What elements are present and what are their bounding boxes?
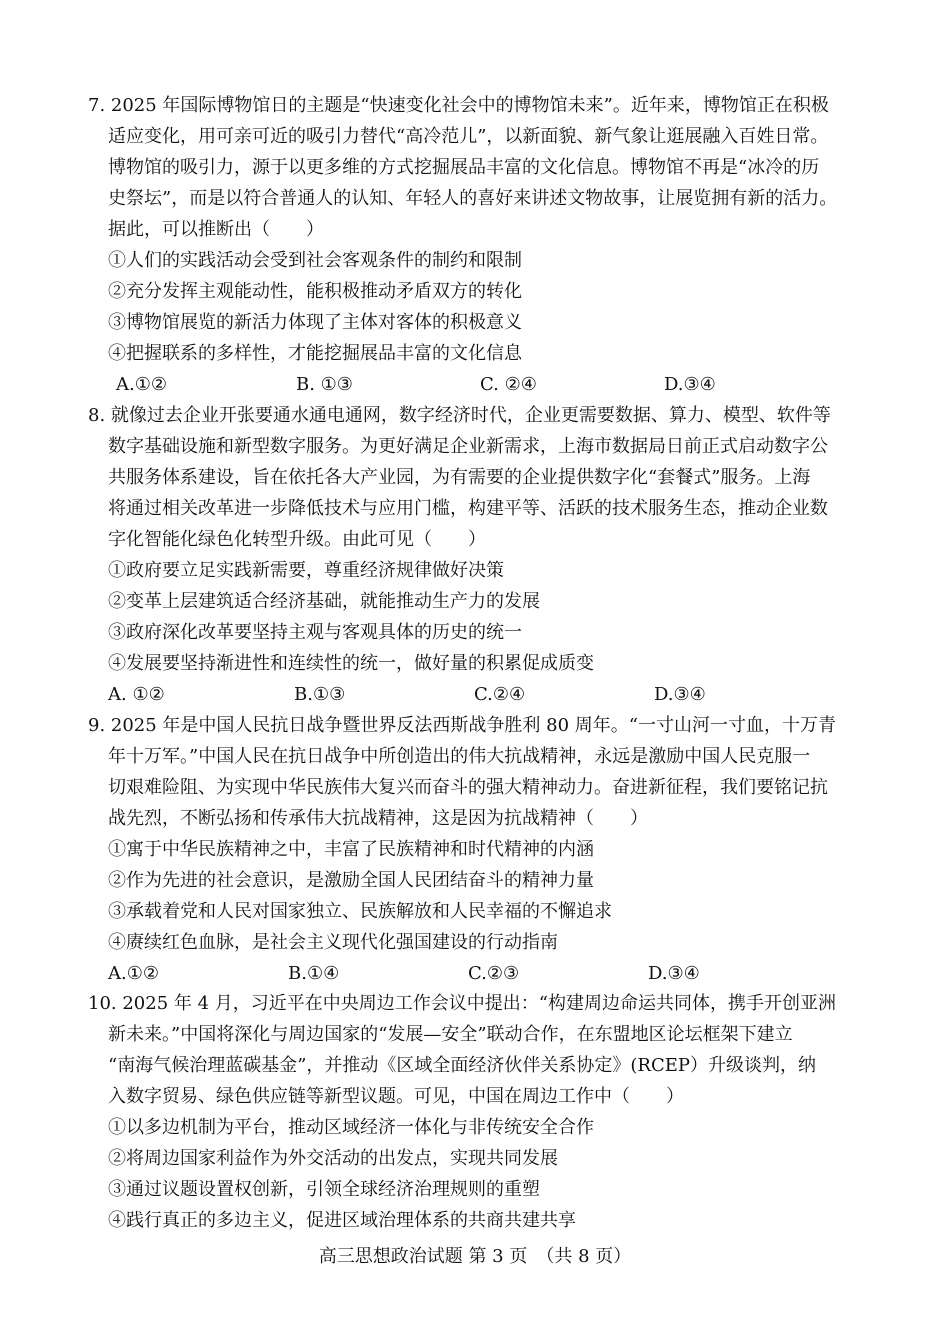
statement-option: ②变革上层建筑适合经济基础，就能推动生产力的发展 [108, 591, 540, 612]
statement-option: ①人们的实践活动会受到社会客观条件的制约和限制 [108, 250, 522, 271]
question-stem-line: 7. 2025 年国际博物馆日的主题是“快速变化社会中的博物馆未来”。近年来，博物馆正在积极 [88, 95, 829, 116]
statement-option: ④把握联系的多样性，才能挖掘展品丰富的文化信息 [108, 343, 522, 364]
statement-option: ②将周边国家利益作为外交活动的出发点，实现共同发展 [108, 1148, 558, 1169]
choice-d: D.③④ [648, 963, 700, 984]
choice-a: A.①② [108, 963, 159, 984]
question-9 [88, 710, 868, 989]
choice-b: B.①③ [294, 684, 346, 705]
question-stem-line: 据此，可以推断出（ ） [108, 219, 324, 240]
question-stem-line: 将通过相关改革进一步降低技术与应用门槛，构建平等、活跃的技术服务生态，推动企业数 [108, 498, 828, 519]
question-stem-line: 博物馆的吸引力，源于以更多维的方式挖掘展品丰富的文化信息。博物馆不再是“冰冷的历 [108, 157, 820, 178]
choice-c: C.②④ [474, 684, 526, 705]
choice-b: B. ①③ [296, 374, 353, 395]
statement-option: ①以多边机制为平台，推动区域经济一体化与非传统安全合作 [108, 1117, 594, 1138]
question-stem-line: 史祭坛”，而是以符合普通人的认知、年轻人的喜好来讲述文物故事，让展览拥有新的活力。 [108, 188, 838, 209]
statement-option: ①政府要立足实践新需要，尊重经济规律做好决策 [108, 560, 504, 581]
question-stem-line: 10. 2025 年 4 月，习近平在中央周边工作会议中提出：“构建周边命运共同体，携手开创亚洲 [88, 993, 836, 1014]
statement-option: ③承载着党和人民对国家独立、民族解放和人民幸福的不懈追求 [108, 901, 612, 922]
question-stem-line: 数字基础设施和新型数字服务。为更好满足企业新需求，上海市数据局日前正式启动数字公 [108, 436, 828, 457]
question-stem-line: 年十万军。”中国人民在抗日战争中所创造出的伟大抗战精神，永远是激励中国人民克服一 [108, 746, 811, 767]
page-footer: 高三思想政治试题 第 3 页 （共 8 页） [318, 1246, 632, 1267]
answer-choices [88, 369, 868, 400]
statement-option: ④发展要坚持渐进性和连续性的统一，做好量的积累促成质变 [108, 653, 594, 674]
question-stem-line: 9. 2025 年是中国人民抗日战争暨世界反法西斯战争胜利 80 周年。“一寸山河一寸血，十万青 [88, 715, 836, 736]
choice-c: C.②③ [468, 963, 520, 984]
statement-option: ②充分发挥主观能动性，能积极推动矛盾双方的转化 [108, 281, 522, 302]
statement-option: ④赓续红色血脉，是社会主义现代化强国建设的行动指南 [108, 932, 558, 953]
choice-a: A. ①② [108, 684, 165, 705]
choice-d: D.③④ [654, 684, 706, 705]
question-stem-line: 战先烈，不断弘扬和传承伟大抗战精神，这是因为抗战精神（ ） [108, 808, 648, 829]
statement-option: ④践行真正的多边主义，促进区域治理体系的共商共建共享 [108, 1210, 576, 1231]
answer-choices [88, 679, 868, 710]
statement-option: ①寓于中华民族精神之中，丰富了民族精神和时代精神的内涵 [108, 839, 594, 860]
statement-option: ②作为先进的社会意识，是激励全国人民团结奋斗的精神力量 [108, 870, 594, 891]
question-stem-line: 入数字贸易、绿色供应链等新型议题。可见，中国在周边工作中（ ） [108, 1086, 684, 1107]
question-10 [88, 988, 868, 1236]
question-stem-line: 共服务体系建设，旨在依托各大产业园，为有需要的企业提供数字化“套餐式”服务。上海 [108, 467, 811, 488]
question-stem-line: 新未来。”中国将深化与周边国家的“发展—安全”联动合作，在东盟地区论坛框架下建立 [108, 1024, 793, 1045]
statement-option: ③通过议题设置权创新，引领全球经济治理规则的重塑 [108, 1179, 540, 1200]
question-8 [88, 400, 868, 710]
choice-c: C. ②④ [480, 374, 537, 395]
question-stem-line: 适应变化，用可亲可近的吸引力替代“高冷范儿”，以新面貌、新气象让逛展融入百姓日常。 [108, 126, 829, 147]
choice-a: A.①② [116, 374, 167, 395]
choice-b: B.①④ [288, 963, 340, 984]
question-stem-line: 8. 就像过去企业开张要通水通电通网，数字经济时代，企业更需要数据、算力、模型、软件等 [88, 405, 831, 426]
question-stem-line: 切艰难险阻、为实现中华民族伟大复兴而奋斗的强大精神动力。奋进新征程，我们要铭记抗 [108, 777, 828, 798]
question-stem-line: “南海气候治理蓝碳基金”，并推动《区域全面经济伙伴关系协定》(RCEP）升级谈判，纳 [108, 1055, 816, 1076]
choice-d: D.③④ [664, 374, 716, 395]
question-stem-line: 字化智能化绿色化转型升级。由此可见（ ） [108, 529, 486, 550]
statement-option: ③博物馆展览的新活力体现了主体对客体的积极意义 [108, 312, 522, 333]
answer-choices [88, 958, 868, 989]
question-7 [88, 90, 868, 400]
statement-option: ③政府深化改革要坚持主观与客观具体的历史的统一 [108, 622, 522, 643]
